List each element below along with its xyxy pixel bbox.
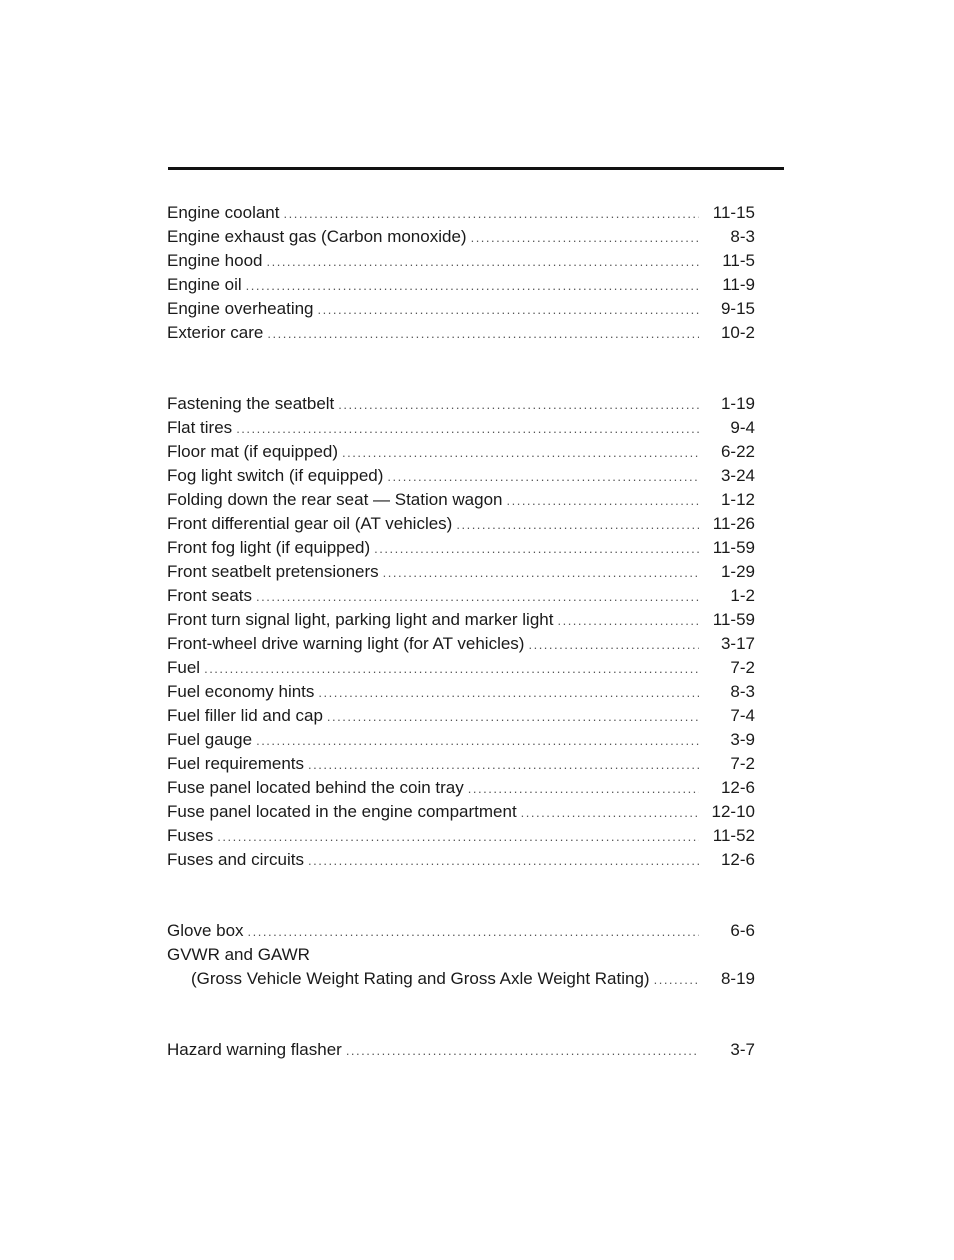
entry-page: 11-52 — [712, 826, 755, 845]
index-entry[interactable] — [167, 560, 755, 584]
leader-dots — [506, 489, 699, 513]
index-entry[interactable] — [167, 752, 755, 776]
entry-label: Exterior care — [167, 323, 264, 342]
entry-page: 8-3 — [730, 227, 755, 246]
index-entry[interactable] — [167, 297, 755, 321]
entry-page: 11-59 — [712, 538, 755, 557]
entry-page: 12-6 — [720, 778, 755, 797]
entry-page: 3-7 — [730, 1040, 755, 1059]
index-entry[interactable] — [167, 416, 755, 440]
leader-dots — [256, 585, 699, 609]
index-entry[interactable] — [167, 800, 755, 824]
index-entry[interactable] — [167, 273, 755, 297]
index-section-h — [167, 1038, 755, 1062]
entry-label: Flat tires — [167, 418, 233, 437]
entry-label: Front differential gear oil (AT vehicles) — [167, 514, 453, 533]
entry-label: Fuel filler lid and cap — [167, 706, 323, 725]
entry-page: 11-26 — [712, 514, 755, 533]
entry-page: 12-10 — [711, 802, 755, 821]
index-entry[interactable] — [167, 225, 755, 249]
leader-dots — [383, 561, 699, 585]
index-entry[interactable] — [167, 632, 755, 656]
entry-page: 3-17 — [720, 634, 755, 653]
entry-label: Front seats — [167, 586, 253, 605]
entry-label: (Gross Vehicle Weight Rating and Gross Axle Weight Rating) — [191, 969, 650, 988]
index-entry[interactable] — [167, 704, 755, 728]
index-entry[interactable] — [167, 967, 755, 991]
entry-page: 3-9 — [730, 730, 755, 749]
entry-page: 10-2 — [720, 323, 755, 342]
entry-label: Fuel economy hints — [167, 682, 315, 701]
entry-label: Engine oil — [167, 275, 242, 294]
leader-dots — [236, 417, 699, 441]
index-entry[interactable] — [167, 464, 755, 488]
entry-label: Fuse panel located in the engine compartment — [167, 802, 517, 821]
leader-dots — [248, 920, 699, 944]
index-entry[interactable] — [167, 680, 755, 704]
index-section-g — [167, 919, 755, 991]
entry-page: 7-4 — [730, 706, 755, 725]
index-entry[interactable] — [167, 824, 755, 848]
leader-dots — [246, 274, 699, 298]
index-entry-heading[interactable]: GVWR and GAWR — [167, 945, 310, 964]
index-entry[interactable] — [167, 656, 755, 680]
entry-label: Engine overheating — [167, 299, 314, 318]
entry-label: Front-wheel drive warning light (for AT vehicles) — [167, 634, 525, 653]
entry-label: Engine exhaust gas (Carbon monoxide) — [167, 227, 467, 246]
entry-page: 11-15 — [712, 203, 755, 222]
leader-dots — [283, 202, 699, 226]
leader-dots — [521, 801, 699, 825]
entry-page: 1-12 — [720, 490, 755, 509]
entry-label: Front seatbelt pretensioners — [167, 562, 379, 581]
index-section-f — [167, 392, 755, 872]
entry-label: Fog light switch (if equipped) — [167, 466, 384, 485]
entry-page: 11-5 — [722, 251, 755, 270]
index-entry[interactable] — [167, 848, 755, 872]
entry-page: 9-4 — [730, 418, 755, 437]
entry-label: Front turn signal light, parking light and marker light — [167, 610, 554, 629]
entry-label: Hazard warning flasher — [167, 1040, 342, 1059]
entry-label: Fastening the seatbelt — [167, 394, 335, 413]
entry-label: Fuse panel located behind the coin tray — [167, 778, 464, 797]
index-entry[interactable] — [167, 919, 755, 943]
entry-page: 1-19 — [720, 394, 755, 413]
leader-dots — [318, 681, 699, 705]
index-section-e — [167, 201, 755, 345]
entry-page: 7-2 — [730, 658, 755, 677]
entry-page: 1-29 — [720, 562, 755, 581]
leader-dots — [374, 537, 699, 561]
entry-label: Fuses and circuits — [167, 850, 304, 869]
entry-label: Fuel — [167, 658, 201, 677]
index-entry[interactable] — [167, 512, 755, 536]
entry-page: 11-59 — [712, 610, 755, 629]
index-entry[interactable] — [167, 249, 755, 273]
entry-label: Fuses — [167, 826, 214, 845]
index-entry[interactable] — [167, 321, 755, 345]
entry-label: Engine hood — [167, 251, 263, 270]
index-entry[interactable] — [167, 728, 755, 752]
index-entry[interactable] — [167, 1038, 755, 1062]
leader-dots — [342, 441, 699, 465]
index-entry[interactable] — [167, 776, 755, 800]
leader-dots — [256, 729, 699, 753]
entry-page: 11-9 — [722, 275, 755, 294]
index-entry[interactable] — [167, 608, 755, 632]
entry-label: Fuel gauge — [167, 730, 253, 749]
entry-page: 6-22 — [720, 442, 755, 461]
entry-label: Fuel requirements — [167, 754, 305, 773]
leader-dots — [327, 705, 699, 729]
entry-label: Front fog light (if equipped) — [167, 538, 371, 557]
index-entry[interactable] — [167, 536, 755, 560]
leader-dots — [528, 633, 699, 657]
entry-page: 9-15 — [720, 299, 755, 318]
entry-label: Floor mat (if equipped) — [167, 442, 339, 461]
leader-dots — [217, 825, 699, 849]
leader-dots — [308, 753, 699, 777]
entry-label: Engine coolant — [167, 203, 280, 222]
entry-page: 6-6 — [730, 921, 755, 940]
leader-dots — [471, 226, 699, 250]
index-entry[interactable] — [167, 584, 755, 608]
leader-dots — [267, 322, 699, 346]
entry-page: 7-2 — [730, 754, 755, 773]
entry-label: Glove box — [167, 921, 244, 940]
index-entry[interactable] — [167, 488, 755, 512]
index-entry[interactable] — [167, 392, 755, 416]
entry-page: 12-6 — [720, 850, 755, 869]
leader-dots — [557, 609, 699, 633]
leader-dots — [204, 657, 699, 681]
leader-dots — [318, 298, 699, 322]
leader-dots — [346, 1039, 699, 1063]
header-rule — [168, 167, 784, 170]
entry-page: 3-24 — [720, 466, 755, 485]
index-entry[interactable] — [167, 440, 755, 464]
leader-dots — [468, 777, 699, 801]
entry-page: 8-19 — [720, 969, 755, 988]
leader-dots — [456, 513, 699, 537]
entry-page: 8-3 — [730, 682, 755, 701]
leader-dots — [654, 968, 699, 992]
entry-label: Folding down the rear seat — Station wagon — [167, 490, 503, 509]
leader-dots — [266, 250, 699, 274]
leader-dots — [387, 465, 699, 489]
entry-page: 1-2 — [730, 586, 755, 605]
leader-dots — [338, 393, 699, 417]
index-entry[interactable] — [167, 201, 755, 225]
leader-dots — [308, 849, 699, 873]
